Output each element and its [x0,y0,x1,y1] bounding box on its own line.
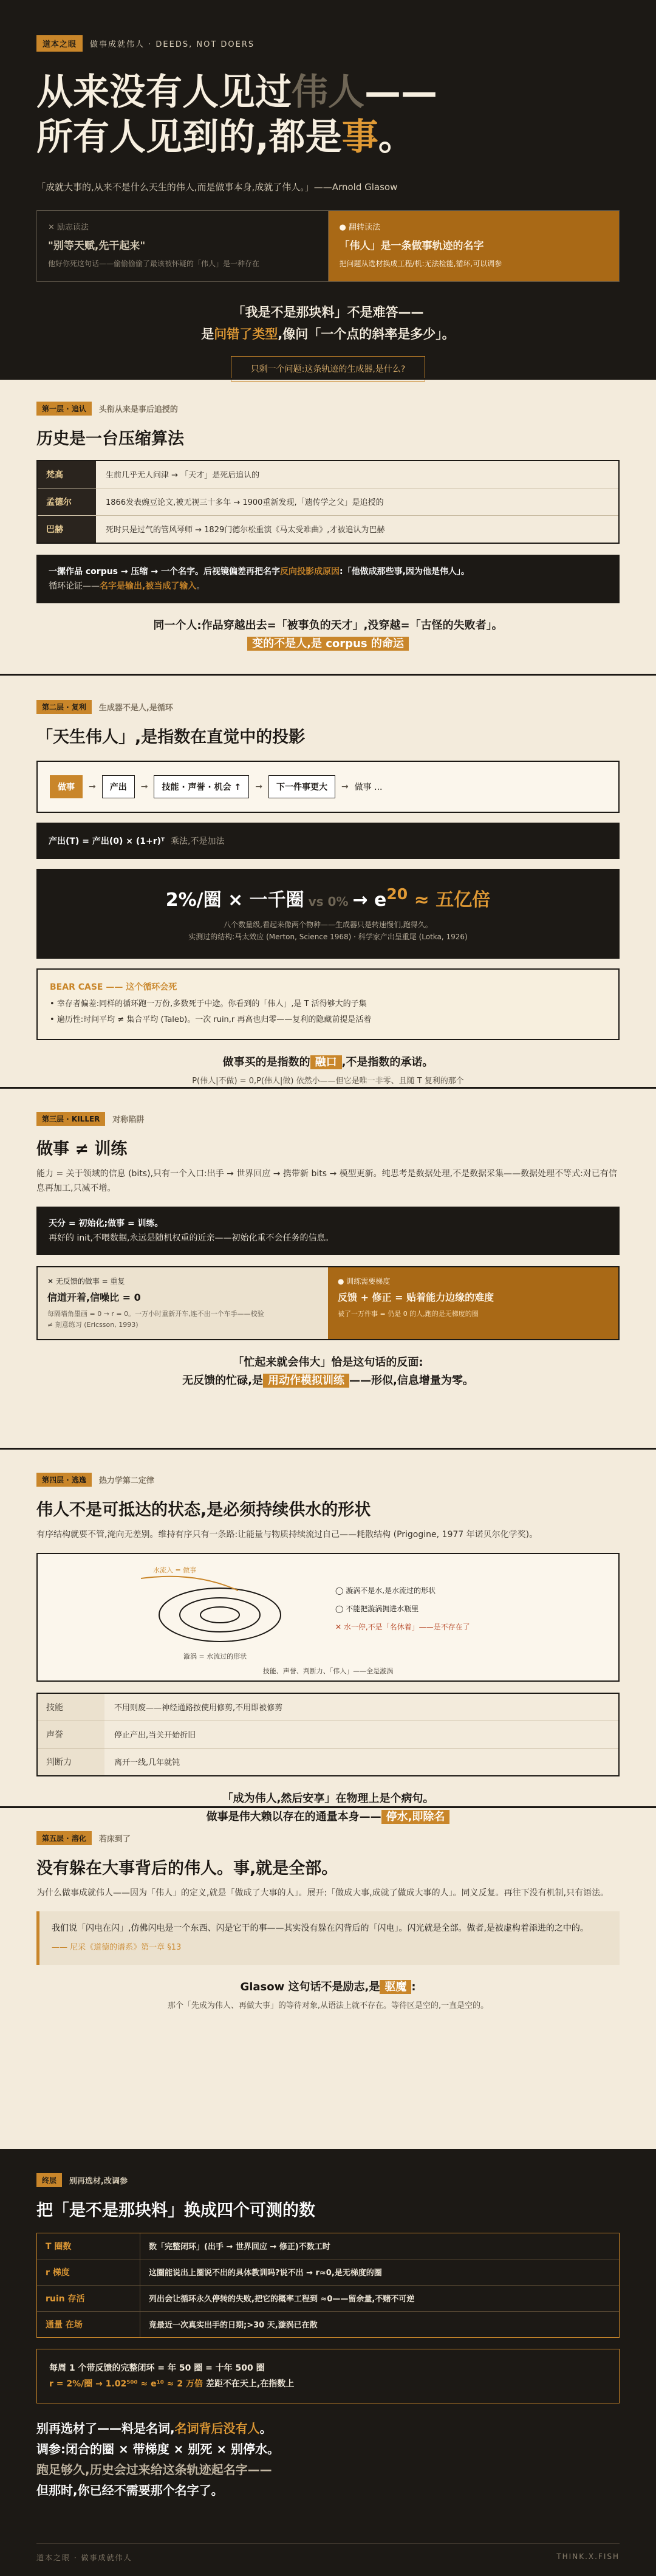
section-tag-text: 热力学第二定律 [98,1476,154,1485]
section-conclusion [36,617,620,653]
hero-question-button[interactable]: 只剩一个问题:这条轨迹的生成器,是什么? [231,356,425,382]
sub-line: ≠ 刻意练习 (Ericsson, 1993) [47,1321,138,1329]
row-text: 停止产出,当关开始折旧 [114,1731,196,1740]
formula-text: 产出(T) = 产出(0) × (1+r)ᵀ [49,837,165,846]
row-text: 数「完整闭环」(出手 → 世界回应 → 修正)不数工时 [149,2242,330,2252]
diagram-item: ✕ 水一停,不是「名休着」——是不存在了 [335,1623,470,1631]
text-part: 差距不在天上,在指数上 [203,2379,295,2389]
decay-table [36,1693,620,1776]
table-row [37,2259,619,2286]
compare-right-head: ● 翻转读法 [339,223,380,232]
section-conclusion-sub: P(伟人|不做) = 0,P(伟人|做) 依然小——但它是唯一非零、且随 T 复利的那个 [192,1077,464,1086]
compare-left [38,1267,328,1339]
box-line1 [49,564,607,579]
diagram-item: ◯ 不能把漩涡拥进水瓶里 [335,1605,419,1613]
table-row [38,1721,618,1749]
section-chip [36,1831,131,1845]
section-title: 历史是一台压缩算法 [36,430,184,448]
compare-left-sub [47,1309,318,1331]
text-part: ,像问「一个点的斜率是多少」。 [278,327,455,341]
flow-step: 做事 ... [354,783,383,792]
bear-head: BEAR CASE —— 这个循环会死 [50,982,177,992]
row-text: 不用则废——神经通路按使用修剪,不用即被修剪 [114,1704,283,1713]
sub-line: 实测过的结构:马太效应 (Merton, Science 1968) · 科学家产出呈重尾 (Lotka, 1926) [188,933,468,941]
section-layer2 [0,674,656,1087]
row-name: 孟德尔 [38,488,96,515]
row-name: 声誉 [38,1721,104,1748]
quote-text: 我们说「闪电在闪」,仿佛闪电是一个东西、闪是它干的事——其实没有躲在闪背后的「闪电」。闪光就是全部。做者,是被虚构着添进的之中的。 [52,1923,589,1933]
diagram-item: ◯ 漩涡不是水,是水流过的形状 [335,1586,436,1595]
table-row [37,2312,619,2337]
section-chip [36,402,178,416]
highlight-text: 2 万倍 [177,2379,203,2389]
loop-flow [36,761,620,813]
highlight-text: ≈ 五亿倍 [408,889,491,911]
compound-line1: 每周 1 个带反馈的完整闭环 = 年 50 圈 = 十年 500 圈 [49,2363,265,2373]
hero-center-text [36,301,620,345]
table-row [37,2233,619,2259]
hero-title [36,70,620,160]
section-title: 伟人不是可抵达的状态,是必须持续供水的形状 [36,1501,371,1519]
quote-source: —— 尼采《道德的谱系》第一章 §13 [52,1943,182,1952]
section-title: 没有躲在大事背后的伟人。事,就是全部。 [36,1859,338,1878]
conclusion-line [36,1372,620,1390]
section-conclusion [36,1978,620,1996]
compound-line2 [49,2376,607,2392]
row-text: 死时只是过气的管风琴师 → 1829门德尔松重演《马太受难曲》,才被追认为巴赫 [106,526,385,535]
compare-right-title: 反馈 + 修正 = 贴着能力边缘的难度 [338,1292,494,1303]
row-text: 这圈能说出上圈说不出的具体教训吗?说不出 → r≈0,是无梯度的圈 [149,2269,382,2278]
compare-left-head: ✕ 励志读法 [48,223,89,232]
text-part: 一摞作品 corpus → 压缩 → 一个名字。后视镜偏差再把名字 [49,567,280,577]
nietzsche-quote [36,1911,620,1965]
text-part: → e [352,889,387,911]
arrow-icon: → [89,782,96,792]
hero-center-line2 [36,323,620,345]
row-name: 梵高 [38,461,96,488]
section-conclusion [36,1053,620,1072]
section-layer1 [0,378,656,674]
section-tag: 第一层 · 追认 [36,402,92,416]
flow-step: 下一件事更大 [268,775,335,798]
table-row [38,1694,618,1721]
conclusion-highlight: 融口 [310,1055,342,1069]
section-title: 把「是不是那块料」换成四个可测的数 [36,2201,315,2220]
row-text: 离开一线,几年就钝 [114,1758,180,1767]
bear-line: • 幸存者偏差:同样的循环跑一万份,多数死于中途。你看到的「伟人」,是 T 活得够大的子集 [50,999,367,1009]
init-train-box [36,1207,620,1255]
arrow-icon: → [140,782,148,792]
hero-tag-row [36,35,620,52]
conclusion-line: 同一个人:作品穿越出去=「被事负的天才」,没穿越=「古怪的失败者」。 [153,619,503,632]
conclusion-highlight: 变的不是人,是 corpus 的命运 [247,637,409,651]
section-tag-text: 对称陷阱 [112,1115,145,1125]
hero-title-gold: 事 [341,116,378,159]
text-part: 别再选材了——料是名词, [36,2421,175,2436]
compare-right-head: ● 训练需要梯度 [338,1277,391,1286]
row-text: 生前几乎无人问津 → 「天才」是死后追认的 [106,471,260,480]
hero-quote: 「成就大事的,从来不是什么天生的伟人,而是做事本身,成就了伟人。」——Arnold Glasow [36,182,398,193]
row-name: 巴赫 [38,516,96,543]
section-tag: 终层 [36,2173,62,2187]
hero-center-line1: 「我是不是那块料」不是难答—— [232,305,424,320]
section-tag: 第五层 · 溶化 [36,1831,92,1845]
arrow-icon: → [255,782,262,792]
section-title: 「天生伟人」,是指数在直觉中的投影 [36,728,306,747]
flow-step: 技能 · 声誉 · 机会 ↑ [154,775,249,798]
hero-title-part: 所有人见到的,都是 [36,116,342,159]
row-name: 通量 在场 [37,2312,140,2337]
section-tag-text: 若床到了 [98,1835,131,1844]
highlight-text: 名字是输出,被当成了输入 [100,581,197,591]
brand-tag: 道本之眼 [36,35,83,52]
compare-right-sub: 把问题从选材换成工程/机:无法检能,循环,可以调参 [339,259,502,268]
section-tag: 第四层 · 逃逸 [36,1473,92,1487]
row-name: 技能 [38,1694,104,1721]
compression-box [36,555,620,603]
hero-title-ghost: 伟人 [292,71,364,114]
hero-tag-text: 做事成就伟人 · DEEDS, NOT DOERS [90,40,255,49]
flow-step: 做事 [50,775,83,798]
conclusion-highlight: 驱魔 [380,1980,411,1994]
text-part: 无反馈的忙碌,是 [182,1374,263,1387]
section-tag-text: 生成器不是人,是循环 [98,704,173,713]
vortex-diagram [36,1553,620,1682]
compare-left-sub: 他好你死这句话——偷偷偷偷了最该被怀疑的「伟人」是一种存在 [48,259,260,268]
compare-left-head: ✕ 无反馈的做事 = 重复 [47,1277,125,1286]
text-part: vs 0% [304,894,353,909]
box-line2: 再好的 init,不喂数据,永远是随机权重的近亲——初始化重不会任务的信息。 [49,1233,334,1243]
text-part: 做事是伟大赖以存在的通量本身—— [206,1810,381,1823]
section-conclusion-sub: 那个「先成为伟人、再做大事」的等待对象,从语法上就不存在。等待区是空的,一直是空的。 [167,2001,489,2010]
section-paragraph: 有序结构就要不管,淹向无差别。维持有序只有一条路:让能量与物质持续流过自己——耗散结构 (Prigogine, 1977 年诺贝尔化学奖)。 [36,1530,538,1540]
section-chip [36,700,173,714]
text-part: 。 [259,2421,272,2436]
closing-text [36,2418,620,2501]
compare-right-title: 「伟人」是一条做事轨迹的名字 [339,240,484,252]
vortex-middle-ring [180,1598,260,1632]
text-part: r = 2%/圈 → 1.02⁵⁰⁰ ≈ e¹⁰ ≈ [49,2379,177,2389]
box-line1 [49,1216,607,1231]
hero-title-part: 。 [378,116,415,159]
bear-line: • 遍历性:时间平均 ≠ 集合平均 (Taleb)。一次 ruin,r 再高也归零——复利的隐藏前提是活着 [50,1015,372,1024]
section-layer4 [0,1448,656,1823]
footer-right: THINK.X.FISH [556,2552,620,2561]
diagram-top-label: 水流入 = 做事 [153,1566,197,1574]
conclusion-highlight: 停水,即除名 [381,1810,450,1824]
text-part: 是 [201,327,214,341]
history-table [36,460,620,544]
exponent: 20 [386,885,408,903]
section-tag: 第三层 · KILLER [36,1112,105,1126]
section-conclusion [36,1354,620,1390]
text-part: 天分 = 初始化;做事 = 训练。 [49,1219,163,1228]
vortex-inner-ring [200,1607,239,1623]
section-chip [36,2173,128,2187]
hero-compare-right [329,211,620,281]
big-formula [52,885,604,911]
table-row [38,488,618,516]
section-chip [36,1473,154,1487]
text-part: :「他做成那些事,因为他是伟人」。 [339,567,470,577]
section-paragraph: 能力 = 关于领域的信息 (bits),只有一个入口:出手 → 世界回应 → 携带新 bits → 模型更新。纯思考是数据处理,不是数据采集——数据处理不等式:对已有信息再加工,只减不增。 [36,1169,617,1193]
closing-line: 跑足够久,历史会过来给这条轨迹起名字—— [36,2462,272,2477]
row-name: T 圈数 [37,2233,140,2259]
final-section [0,2149,656,2576]
footer-left: 道本之眼 · 做事成就伟人 [36,2554,132,2562]
text-part: : [411,1981,416,1993]
text-part: ——形似,信息增量为零。 [349,1374,474,1387]
hero-title-part: —— [364,71,437,114]
compare-right-sub: 被了一万件事 = 仍是 0 的人,跑的是无梯度的圈 [338,1310,479,1318]
highlight-text: 名词背后没有人 [174,2421,260,2436]
hero-title-part: 从来没有人见过 [36,71,292,114]
row-name: ruin 存活 [37,2286,140,2311]
big-formula-sub [52,919,604,943]
compound-box [36,2349,620,2403]
formula-box [36,823,620,859]
feedback-compare [36,1266,620,1340]
table-row [38,1749,618,1775]
section-layer5 [0,1806,656,2088]
bear-case-box [36,968,620,1040]
section-chip [36,1112,144,1126]
table-row [38,461,618,488]
table-row [38,516,618,543]
compare-right [328,1267,618,1339]
section-paragraph: 为什么做事成就伟人——因为「伟人」的定义,就是「做成了大事的人」。展开:「做成大事,成就了做成大事的人」。同义反复。再往下没有机制,只有语法。 [36,1888,609,1898]
text-part: ,不是指数的承诺。 [341,1056,434,1069]
section-layer3 [0,1087,656,1448]
section-tag: 第二层 · 复利 [36,700,92,714]
row-text: 1866发表豌豆论文,被无视三十多年 → 1900重新发现,「遗传学之父」是追授的 [106,498,384,507]
compare-left-title: "别等天赋,先干起来" [48,240,146,252]
arrow-icon: → [341,782,349,792]
box-line2 [49,579,607,594]
section-tag-text: 别再选材,改调参 [69,2177,128,2186]
hero-section [0,0,656,378]
compare-left-title: 信道开着,信噪比 = 0 [47,1292,141,1303]
formula-sub: 乘法,不是加法 [171,837,225,846]
text-part: Glasow 这句话不是励志,是 [240,1981,380,1993]
vortex-svg [38,1554,618,1680]
closing-line: 调参:闭合的圈 × 带梯度 × 别死 × 别停水。 [36,2442,280,2456]
table-row [37,2286,619,2312]
text-part: 做事买的是指数的 [222,1056,310,1069]
section-title: 做事 ≠ 训练 [36,1140,128,1159]
hero-compare-box [36,210,620,282]
row-name: r 梯度 [37,2259,140,2285]
text-part: 循环论证—— [49,581,100,591]
diagram-caption: 技能、声誉、判断力、「伟人」——全是漩涡 [262,1667,394,1675]
row-text: 竟最近一次真实出手的日期;>30 天,漩涡已在散 [149,2321,318,2330]
hero-compare-left [37,211,329,281]
flow-step: 产出 [102,775,135,798]
metrics-table [36,2233,620,2338]
conclusion-highlight: 用动作模拟训练 [263,1374,349,1388]
row-name: 判断力 [38,1749,104,1775]
section-tag-text: 头衔从来是事后追授的 [98,405,178,414]
conclusion-line: 「成为伟人,然后安享」在物理上是个病句。 [222,1792,434,1805]
row-text: 列出会让循环永久停转的失败,把它的概率工程到 ≈0——留余量,不赌不可逆 [149,2295,415,2304]
text-part: 。 [196,581,205,591]
sub-line: 八个数量级,看起来像两个物种——生成器只是转速慢们,跑得久。 [224,920,432,929]
conclusion-line: 「忙起来就会伟大」恰是这句话的反面: [233,1356,423,1369]
text-part: 2%/圈 × 一千圈 [165,889,304,911]
closing-line: 但那时,你已经不需要那个名字了。 [36,2483,224,2498]
big-formula-box [36,869,620,959]
diagram-bottom-label: 漩涡 = 水流过的形状 [183,1653,247,1660]
vortex-outer-ring [159,1588,281,1642]
highlight-text: 问错了类型 [214,327,278,341]
closing-line [36,2418,620,2439]
highlight-text: 反向投影成原因 [279,567,340,577]
sub-line: 每隔墙角墨画 = 0 → r = 0。一万小时重新开车,连不出一个车手——校验 [47,1310,264,1318]
footer [36,2543,620,2563]
